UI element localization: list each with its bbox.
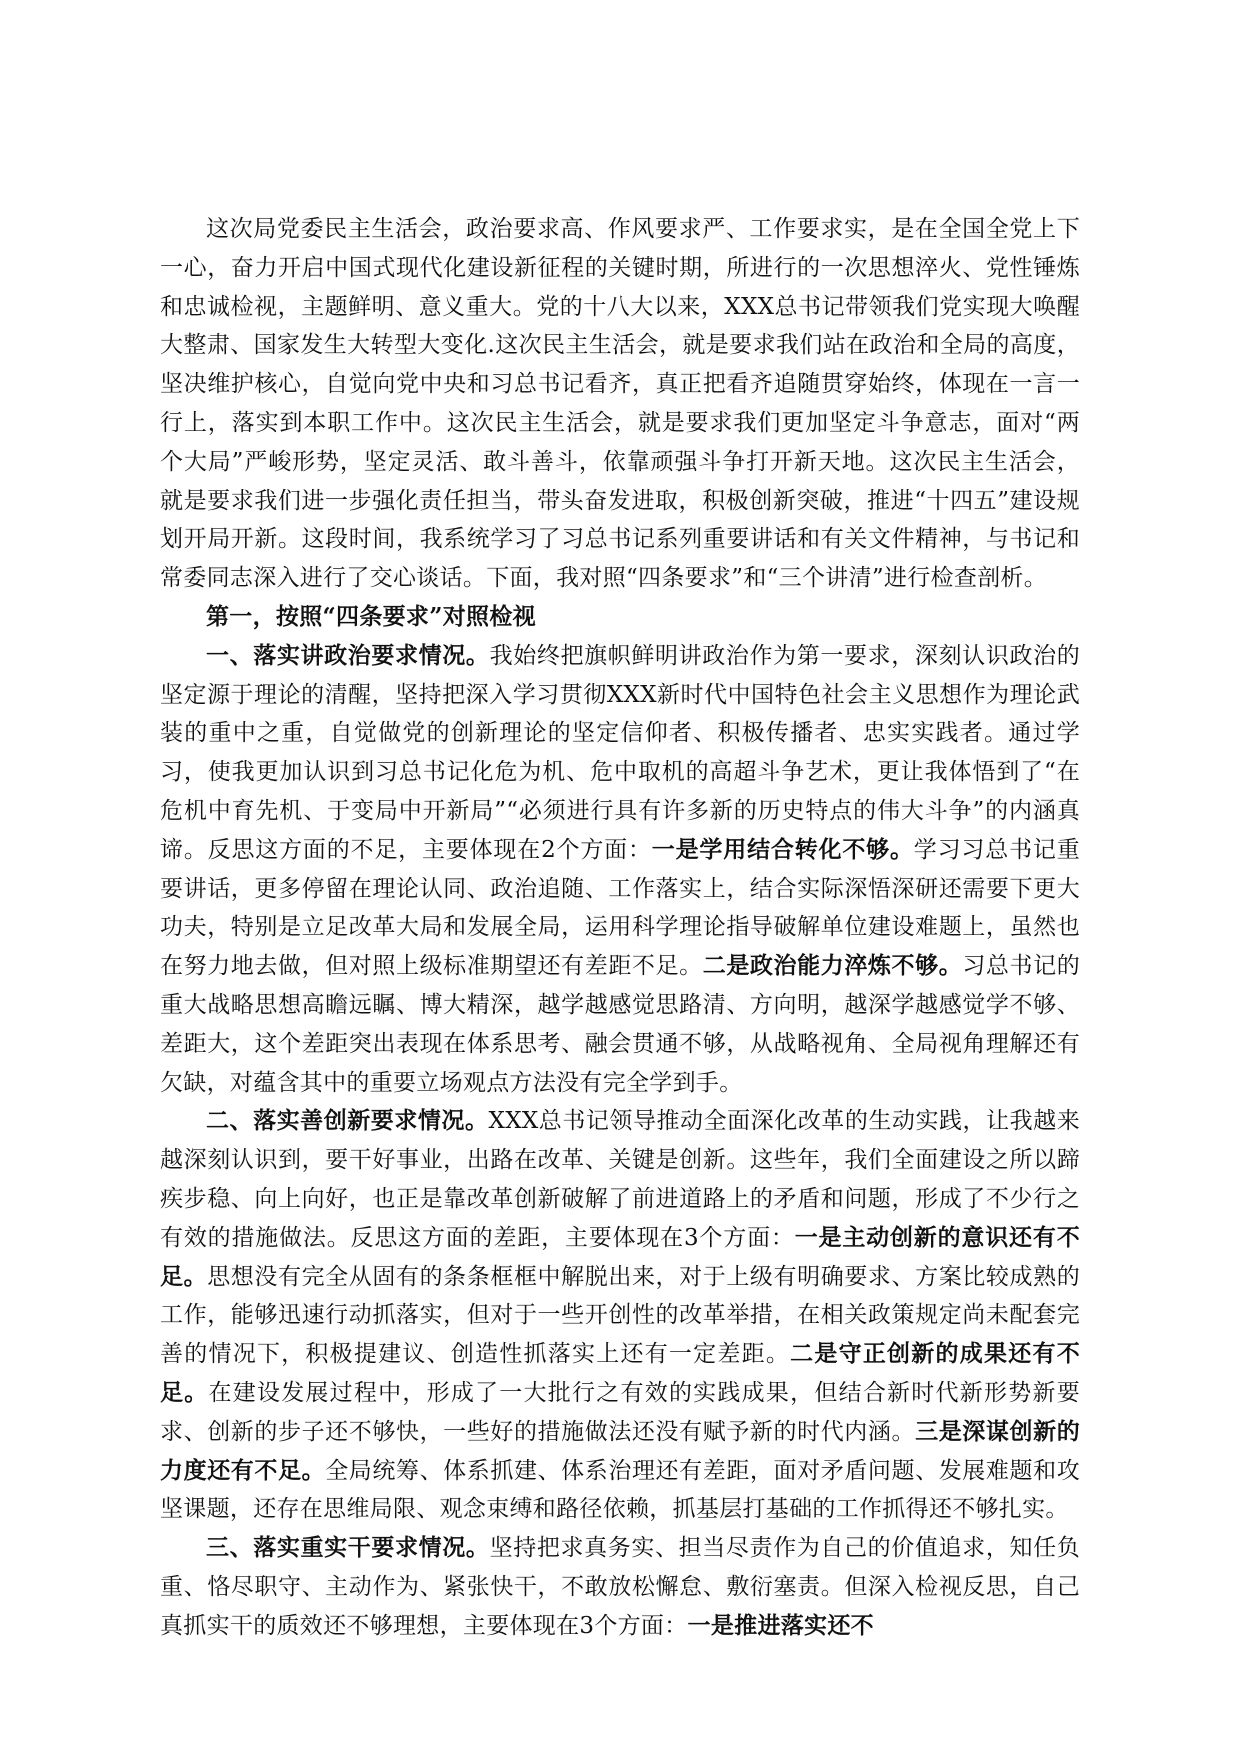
paragraph-practical <box>160 1529 1080 1645</box>
paragraph-innovation <box>160 1102 1080 1529</box>
paragraph-innovation-text-1: XXX总书记领导推动全面深化改革的生动实践，让我越来越深刻认识到，要干好事业，出路在改革、关键是创新。这些年，我们全面建设之所以蹄疾步稳、向上向好，也正是靠改革创新破解了前进道路上的矛盾和问题，形成了不少行之有效的措施做法。反思这方面的差距，主要体现在3个方面： <box>160 1108 1081 1251</box>
paragraph-practical-title: 三、落实重实干要求情况。 <box>206 1534 490 1562</box>
paragraph-practical-text-1: 坚持把求真务实、担当尽责作为自己的价值追求，知任负重、恪尽职守、主动作为、紧张快干，不敢放松懈怠、敷衍塞责。但深入检视反思，自己真抓实干的质效还不够理想，主要体现在3个方面： <box>160 1535 1081 1639</box>
paragraph-practical-point-1: 一是推进落实还不 <box>687 1611 874 1639</box>
paragraph-political-title: 一、落实讲政治要求情况。 <box>206 641 490 669</box>
paragraph-political-text-3: 习总书记的重大战略思想高瞻远瞩、博大精深，越学越感觉思路清、方向明，越深学越感觉学不够、差距大，这个差距突出表现在体系思考、融会贯通不够，从战略视角、全局视角理解还有欠缺，对蕴含其中的重要立场观点方法没有完全学到手。 <box>160 953 1080 1096</box>
paragraph-political <box>160 637 1080 1103</box>
paragraph-innovation-point-3: 三是深谋创新的力度还有不足。 <box>160 1417 1080 1484</box>
paragraph-political-point-2: 二是政治能力淬炼不够。 <box>702 952 963 980</box>
paragraph-innovation-text-2: 思想没有完全从固有的条条框框中解脱出来，对于上级有明确要求、方案比较成熟的工作，能够迅速行动抓落实，但对于一些开创性的改革举措，在相关政策规定尚未配套完善的情况下，积极提建议、创造性抓落实上还有一定差距。 <box>160 1263 1080 1368</box>
paragraph-innovation-point-1: 一是主动创新的意识还有不足。 <box>160 1223 1080 1290</box>
paragraph-political-point-1: 一是学用结合转化不够。 <box>651 835 914 863</box>
paragraph-innovation-text-4: 全局统筹、体系抓建、体系治理还有差距，面对矛盾问题、发展难题和攻坚课题，还存在思维局限、观念束缚和路径依赖，抓基层打基础的工作抓得还不够扎实。 <box>160 1457 1080 1523</box>
paragraph-innovation-title: 二、落实善创新要求情况。 <box>206 1107 489 1135</box>
section-heading: 第一，按照“四条要求”对照检视 <box>206 602 536 630</box>
paragraph-political-text-1: 我始终把旗帜鲜明讲政治作为第一要求，深刻认识政治的坚定源于理论的清醒，坚持把深入学习贯彻XXX新时代中国特色社会主义思想作为理论武装的重中之重，自觉做党的创新理论的坚定信仰者、积极传播者、忠实实践者。通过学习，使我更加认识到习总书记化危为机、危中取机的高超斗争艺术，更让我体悟到了“在危机中育先机、于变局中开新局”“必须进行具有许多新的历史特点的伟大斗争”的内涵真谛。反思这方面的不足，主要体现在2个方面： <box>160 642 1081 863</box>
paragraph-innovation-text-3: 在建设发展过程中，形成了一大批行之有效的实践成果，但结合新时代新形势新要求、创新的步子还不够快，一些好的措施做法还没有赋予新的时代内涵。 <box>160 1379 1080 1445</box>
paragraph-political-text-2: 学习习总书记重要讲话，更多停留在理论认同、政治追随、工作落实上，结合实际深悟深研还需要下更大功夫，特别是立足改革大局和发展全局，运用科学理论指导破解单位建设难题上，虽然也在努力地去做，但对照上级标准期望还有差距不足。 <box>160 836 1080 980</box>
paragraph-innovation-point-2: 二是守正创新的成果还有不足。 <box>160 1340 1080 1406</box>
intro-paragraph: 这次局党委民主生活会，政治要求高、作风要求严、工作要求实，是在全国全党上下一心，奋力开启中国式现代化建设新征程的关键时期，所进行的一次思想淬火、党性锤炼和忠诚检视，主题鲜明、意义重大。党的十八大以来，XXX总书记带领我们党实现大唤醒大整肃、国家发生大转型大变化.这次民主生活会，就是要求我们站在政治和全局的高度，坚决维护核心，自觉向党中央和习总书记看齐，真正把看齐追随贯穿始终，体现在一言一行上，落实到本职工作中。这次民主生活会，就是要求我们更加坚定斗争意志，面对“两个大局”严峻形势，坚定灵活、敢斗善斗，依靠顽强斗争打开新天地。这次民主生活会，就是要求我们进一步强化责任担当，带头奋发进取，积极创新突破，推进“十四五”建设规划开局开新。这段时间，我系统学习了习总书记系列重要讲话和有关文件精神，与书记和常委同志深入进行了交心谈话。下面，我对照“四条要求”和“三个讲清”进行检查剖析。 <box>160 216 1080 592</box>
document-body <box>160 210 1080 1645</box>
